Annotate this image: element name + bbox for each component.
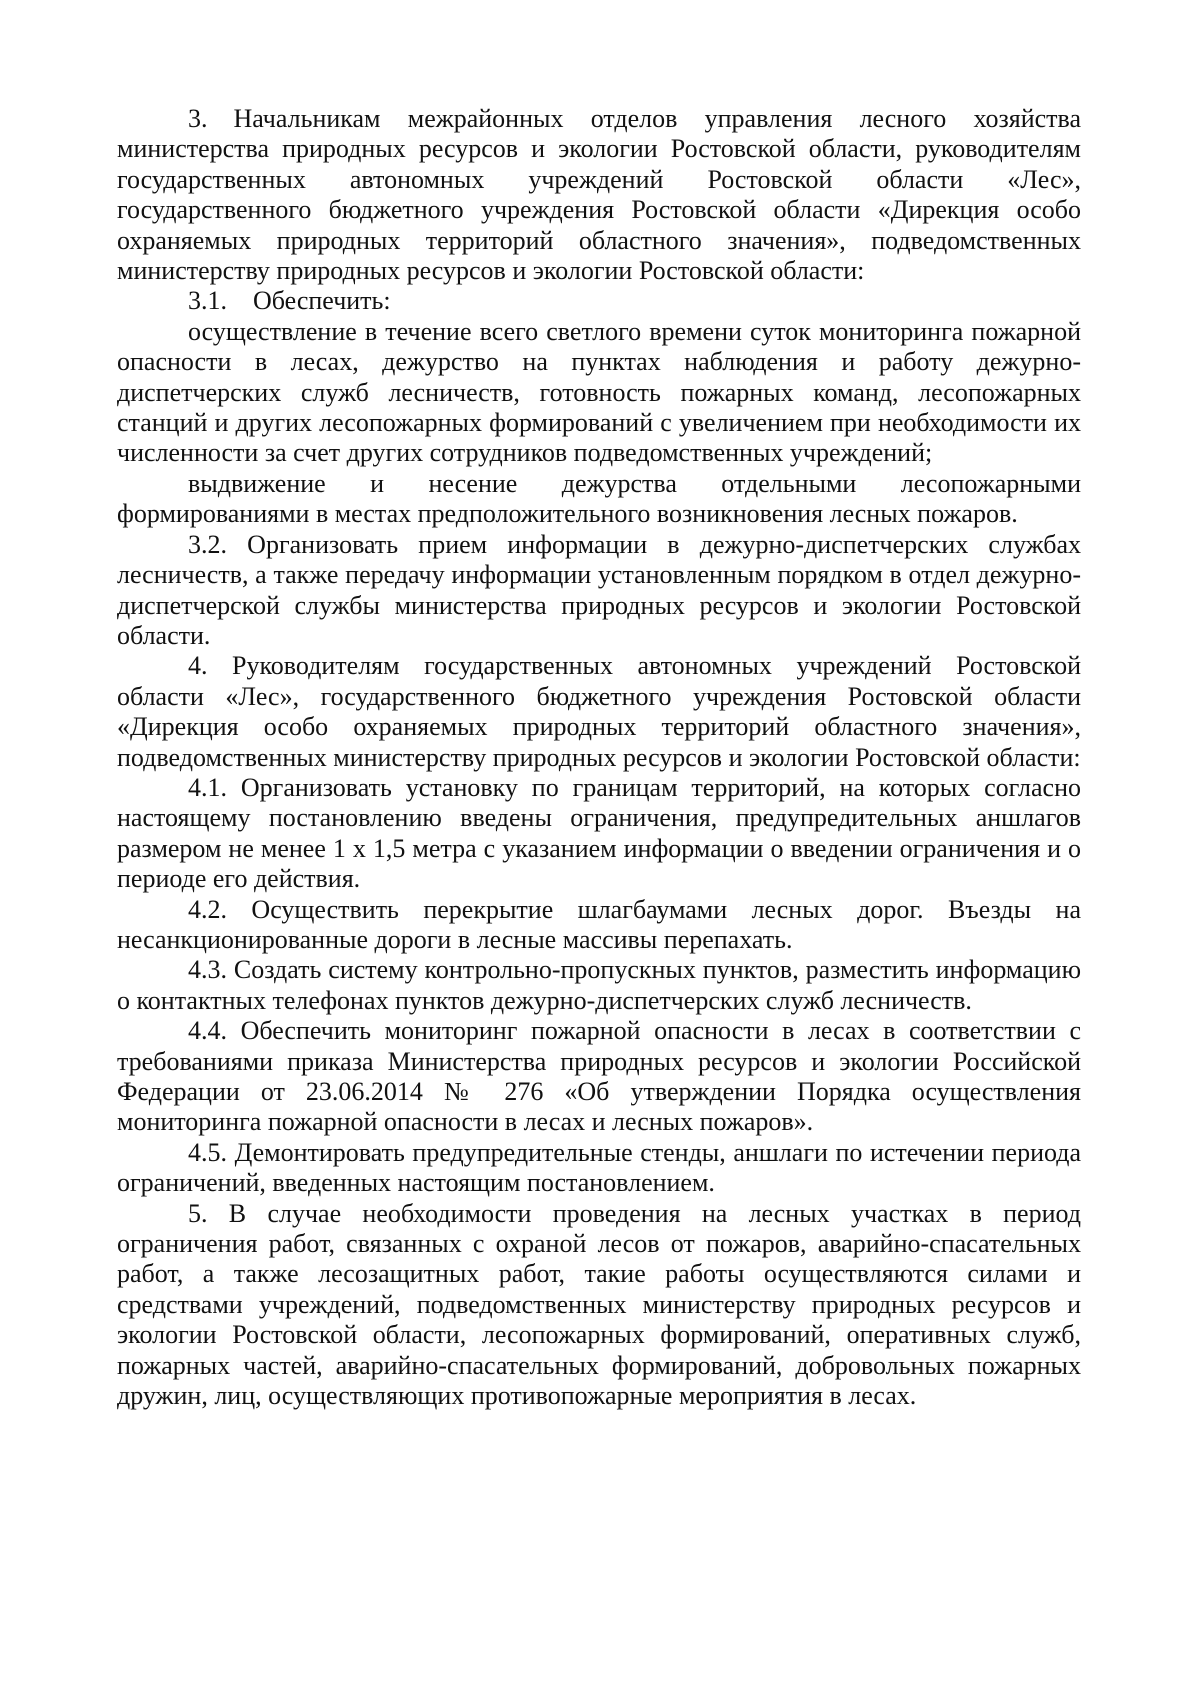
- document-body: [117, 104, 1081, 1411]
- paragraph-4-3-checkpoints: 4.3. Создать систему контрольно-пропускных пунктов, разместить информацию о контактных телефонах пунктов дежурно-диспетчерских служб лесничеств.: [117, 955, 1081, 1015]
- paragraph-4-5-dismantle-stands: 4.5. Демонтировать предупредительные стенды, аншлаги по истечении периода ограничений, введенных настоящим постановлением.: [117, 1137, 1081, 1198]
- paragraph-3-2-information-reception: 3.2. Организовать прием информации в дежурно-диспетчерских службах лесничеств, а также передачу информации установленным порядком в отдел дежурно-диспетчерской службы министерства природных ресурсов и экологии Ростовской области.: [117, 529, 1081, 650]
- paragraph-3-instructions-to-department-heads: 3. Начальникам межрайонных отделов управления лесного хозяйства министерства природных ресурсов и экологии Ростовской области, руководителям государственных автономных учреждений Ростовской области «Лес», государственного бюджетного учреждения Ростовской области «Дирекция особо охраняемых природных территорий областного значения», подведомственных министерству природных ресурсов и экологии Ростовской области:: [117, 104, 1081, 286]
- paragraph-monitoring-duty: осуществление в течение всего светлого времени суток мониторинга пожарной опасности в лесах, дежурство на пунктах наблюдения и работу дежурно-диспетчерских служб лесничеств, готовность пожарных команд, лесопожарных станций и других лесопожарных формирований с увеличением при необходимости их численности за счет других сотрудников подведомственных учреждений;: [117, 316, 1081, 468]
- paragraph-4-2-road-barriers: 4.2. Осуществить перекрытие шлагбаумами лесных дорог. Въезды на несанкционированные дороги в лесные массивы перепахать.: [117, 894, 1081, 954]
- paragraph-firefighting-units-duty: выдвижение и несение дежурства отдельными лесопожарными формированиями в местах предположительного возникновения лесных пожаров.: [117, 468, 1081, 529]
- paragraph-4-1-warning-signs: 4.1. Организовать установку по границам территорий, на которых согласно настоящему постановлению введены ограничения, предупредительных аншлагов размером не менее 1 х 1,5 метра с указанием информации о введении ограничения и о периоде его действия.: [117, 772, 1081, 894]
- paragraph-3-1-ensure: 3.1. Обеспечить:: [188, 286, 391, 316]
- paragraph-5-emergency-works: 5. В случае необходимости проведения на лесных участках в период ограничения работ, связанных с охраной лесов от пожаров, аварийно-спасательных работ, а также лесозащитных работ, такие работы осуществляются силами и средствами учреждений, подведомственных министерству природных ресурсов и экологии Ростовской области, лесопожарных формирований, оперативных служб, пожарных частей, аварийно-спасательных формирований, добровольных пожарных дружин, лиц, осуществляющих противопожарные мероприятия в лесах.: [117, 1198, 1081, 1411]
- paragraph-4-instructions-to-institution-heads: 4. Руководителям государственных автономных учреждений Ростовской области «Лес», государственного бюджетного учреждения Ростовской области «Дирекция особо охраняемых природных территорий областного значения», подведомственных министерству природных ресурсов и экологии Ростовской области:: [117, 651, 1081, 772]
- paragraph-4-4-fire-monitoring: 4.4. Обеспечить мониторинг пожарной опасности в лесах в соответствии с требованиями приказа Министерства природных ресурсов и экологии Российской Федерации от 23.06.2014 № 276 «Об утверждении Порядка осуществления мониторинга пожарной опасности в лесах и лесных пожаров».: [117, 1016, 1081, 1137]
